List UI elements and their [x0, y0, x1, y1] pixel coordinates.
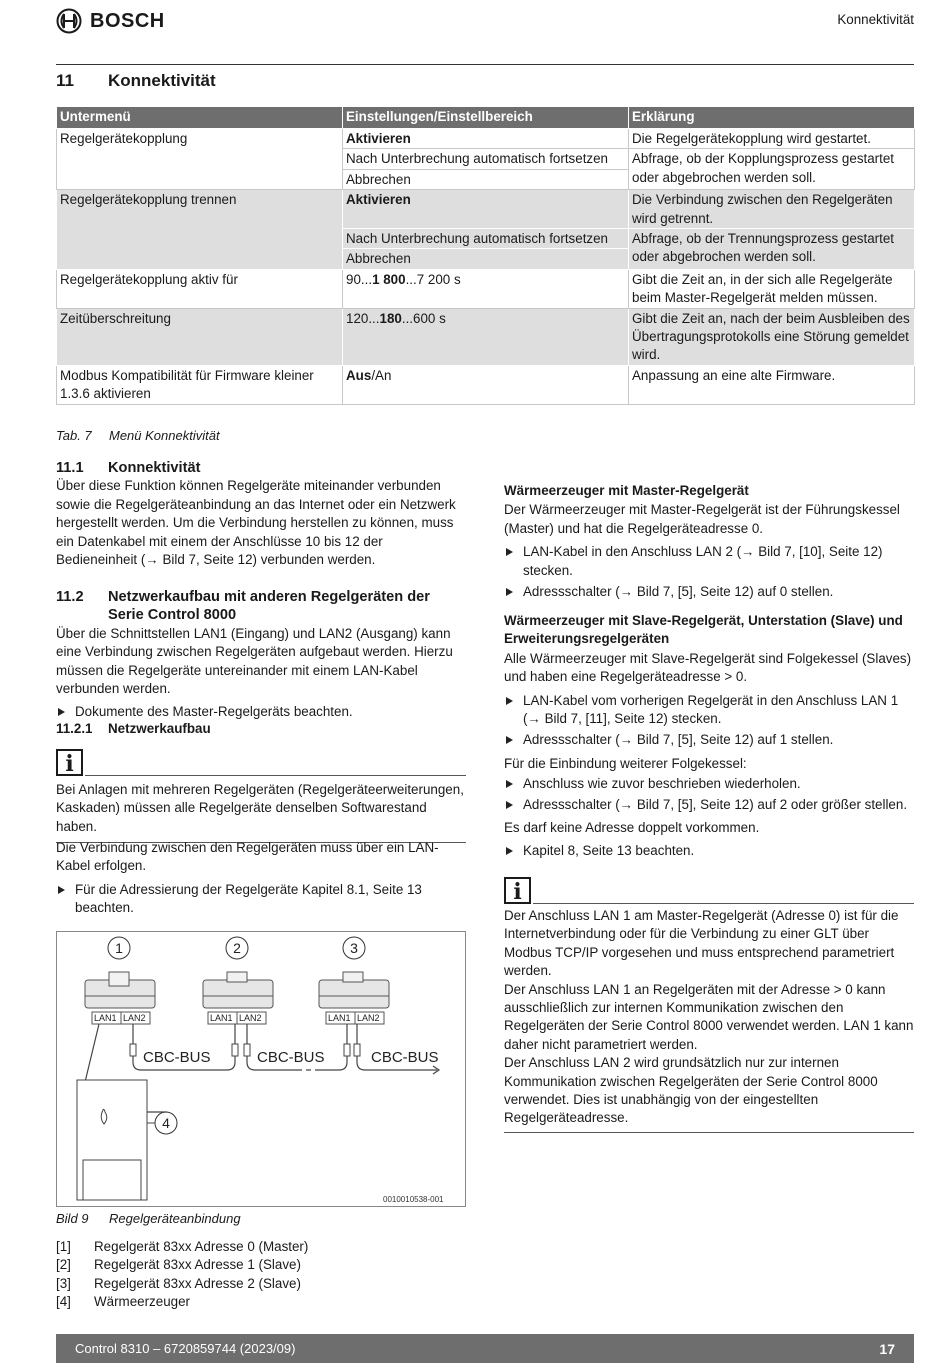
table-cell: Aktivieren	[343, 190, 629, 229]
bullet-item: Adressschalter (→ Bild 7, [5], Seite 12) auf 0 stellen.	[504, 583, 914, 601]
table-caption: Tab. 7 Menü Konnektivität	[56, 428, 220, 443]
bullet-item: Kapitel 8, Seite 13 beachten.	[504, 842, 914, 860]
table-header-cell: Einstellungen/Einstellbereich	[343, 107, 629, 129]
chapter-heading: 11 Konnektivität	[56, 71, 216, 90]
left-column-3	[56, 720, 466, 738]
right-column-2	[504, 612, 914, 861]
left-column	[56, 459, 466, 569]
bullet-item: Adressschalter (→ Bild 7, [5], Seite 12) auf 2 oder größer stellen.	[504, 796, 914, 814]
table-row	[57, 269, 915, 308]
left-column-2	[56, 588, 466, 722]
info-icon: i	[56, 749, 83, 776]
subsection-heading: Wärmeerzeuger mit Slave-Regelgerät, Unterstation (Slave) und Erweiterungsregelgeräten	[504, 613, 903, 647]
body-text: Über diese Funktion können Regelgeräte miteinander verbunden sowie die Regelgeräteanbindung an das Internet oder ein Netzwerk hergestellt werden. Um die Verbindung herstellen zu können, muss ein Datenkabel mit einem der Anschlüsse 10 bis 12 der Bedieneinheit (→ Bild 7, Seite 12) verbunden werden.	[56, 478, 456, 568]
lan1-label: LAN1	[94, 1013, 117, 1023]
table-cell: Abbrechen	[343, 169, 629, 189]
page-number: 17	[879, 1341, 895, 1357]
notice-text: Der Anschluss LAN 1 am Master-Regelgerät (Adresse 0) ist für die Internetverbindung oder für die Verbindung zu einer GLT über Modbus TCP/IP vorgesehen und muss entsprechend parametriert werden. Der Anschluss LAN 1 an Regelgeräten mit der Adresse > 0 kann ausschließlich zur internen Kommunikation zwischen den Regelgeräten der Serie Control 8000 verwendet werden. LAN 1 kann daher nicht parametriert werden. Der Anschluss LAN 2 wird grundsätzlich nur zur internen Kommunikation zwischen Regelgeräten der Serie Control 8000 verwendet. Dies ist unabhängig von der eingestellten Regelgeräteadresse.	[504, 908, 914, 1126]
info-icon: i	[504, 877, 531, 904]
lan2-label: LAN2	[239, 1013, 262, 1023]
running-header: Konnektivität	[837, 12, 914, 27]
legend-item: [2] Regelgerät 83xx Adresse 1 (Slave)	[56, 1257, 301, 1273]
figure-caption: Bild 9 Regelgeräteanbindung	[56, 1211, 241, 1226]
body-text: Alle Wärmeerzeuger mit Slave-Regelgerät sind Folgekessel (Slaves) und haben eine Regelgeräteadresse > 0.	[504, 650, 912, 685]
table-cell: Zeitüberschreitung	[57, 308, 343, 365]
table-row	[57, 129, 915, 149]
table-cell: Nach Unterbrechung automatisch fortsetzen	[343, 229, 629, 249]
table-cell: Anpassung an eine alte Firmware.	[629, 365, 915, 404]
table-cell: Regelgerätekopplung	[57, 129, 343, 190]
brand-name: BOSCH	[90, 9, 165, 32]
body-text: Über die Schnittstellen LAN1 (Eingang) und LAN2 (Ausgang) kann eine Verbindung zwischen Regelgeräten aufgebaut werden. Hierzu müssen die Regelgeräte untereinander mit einem LAN-Kabel verbunden werden.	[56, 625, 453, 697]
marker-label: 1	[115, 940, 123, 956]
table-cell: Die Regelgerätekopplung wird gestartet.	[629, 129, 915, 149]
bus-label: CBC-BUS	[371, 1049, 439, 1066]
lan1-label: LAN1	[328, 1013, 351, 1023]
lan1-label: LAN1	[210, 1013, 233, 1023]
header-rule	[56, 64, 914, 65]
table-cell: Abfrage, ob der Kopplungsprozess gestartet oder abgebrochen werden soll.	[629, 149, 915, 190]
subsection-heading: Wärmeerzeuger mit Master-Regelgerät	[504, 483, 749, 498]
bus-label: CBC-BUS	[143, 1049, 211, 1066]
legend-item: [3] Regelgerät 83xx Adresse 2 (Slave)	[56, 1275, 301, 1291]
bus-label: CBC-BUS	[257, 1049, 325, 1066]
section-heading: 11.2 Netzwerkaufbau mit anderen Regelgeräten der Serie Control 8000	[56, 589, 430, 624]
bullet-item: Dokumente des Master-Regelgeräts beachten.	[56, 703, 466, 721]
bullet-item: Für die Adressierung der Regelgeräte Kapitel 8.1, Seite 13 beachten.	[56, 881, 466, 918]
table-cell: Abbrechen	[343, 249, 629, 269]
table-cell: Gibt die Zeit an, in der sich alle Regelgeräte beim Master-Regelgerät melden müssen.	[629, 269, 915, 308]
figure-legend	[56, 1238, 466, 1312]
table-cell: Regelgerätekopplung trennen	[57, 190, 343, 270]
table-cell: Nach Unterbrechung automatisch fortsetzen	[343, 149, 629, 169]
body-text: Der Wärmeerzeuger mit Master-Regelgerät ist der Führungskessel (Master) und hat die Regelgeräteadresse 0.	[504, 502, 900, 536]
bullet-item: LAN-Kabel vom vorherigen Regelgerät in den Anschluss LAN 1 (→ Bild 7, [11], Seite 12) stecken.	[504, 692, 914, 729]
body-text: Für die Einbindung weiterer Folgekessel:	[504, 755, 747, 771]
table-row	[57, 190, 915, 229]
table-header-cell: Untermenü	[57, 107, 343, 129]
heat-generator	[77, 1080, 155, 1200]
marker-label: 2	[233, 940, 241, 956]
table-cell: 120...180...600 s	[343, 308, 629, 365]
bullet-item: LAN-Kabel in den Anschluss LAN 2 (→ Bild 7, [10], Seite 12) stecken.	[504, 543, 914, 580]
notice-text: Bei Anlagen mit mehreren Regelgeräten (Regelgeräteerweiterungen, Kaskaden) müssen alle Regelgeräte denselben Softwarestand haben.	[56, 782, 464, 834]
right-column	[504, 482, 914, 601]
table-cell: Aktivieren	[343, 129, 629, 149]
body-text: Die Verbindung zwischen den Regelgeräten muss über ein LAN-Kabel erfolgen.	[56, 840, 439, 874]
section-heading: 11.1 Konnektivität	[56, 460, 201, 476]
lan2-label: LAN2	[123, 1013, 146, 1023]
info-notice	[56, 749, 466, 843]
table-cell: Modbus Kompatibilität für Firmware kleiner 1.3.6 aktivieren	[57, 365, 343, 404]
menu-table	[56, 107, 915, 405]
table-row	[57, 365, 915, 404]
table-header-cell: Erklärung	[629, 107, 915, 129]
network-figure	[56, 931, 466, 1207]
table-header-row	[57, 107, 915, 129]
lan2-label: LAN2	[357, 1013, 380, 1023]
brand-logo	[56, 7, 165, 35]
table-cell: 90...1 800...7 200 s	[343, 269, 629, 308]
footer-document-id: Control 8310 – 6720859744 (2023/09)	[75, 1341, 296, 1356]
left-column-4	[56, 839, 466, 918]
subsection-heading: 11.2.1 Netzwerkaufbau	[56, 721, 211, 736]
table-cell: Gibt die Zeit an, nach der beim Ausbleiben des Übertragungsprotokolls eine Störung gemeldet wird.	[629, 308, 915, 365]
marker-label: 4	[162, 1115, 170, 1131]
table-cell: Regelgerätekopplung aktiv für	[57, 269, 343, 308]
body-text: Es darf keine Adresse doppelt vorkommen.	[504, 820, 760, 836]
table-row	[57, 308, 915, 365]
table-cell: Aus/An	[343, 365, 629, 404]
bullet-item: Anschluss wie zuvor beschrieben wiederholen.	[504, 775, 914, 793]
table-cell: Die Verbindung zwischen den Regelgeräten wird getrennt.	[629, 190, 915, 229]
controller-units	[85, 972, 389, 1008]
table-cell: Abfrage, ob der Trennungsprozess gestartet oder abgebrochen werden soll.	[629, 229, 915, 270]
legend-item: [1] Regelgerät 83xx Adresse 0 (Master)	[56, 1239, 309, 1254]
figure-code: 0010010538-001	[383, 1195, 444, 1204]
bullet-item: Adressschalter (→ Bild 7, [5], Seite 12) auf 1 stellen.	[504, 731, 914, 749]
page-footer	[56, 1334, 914, 1363]
marker-label: 3	[350, 940, 358, 956]
bosch-armature-icon	[56, 8, 82, 34]
info-notice	[504, 877, 914, 1133]
legend-item: [4] Wärmeerzeuger	[56, 1294, 190, 1310]
